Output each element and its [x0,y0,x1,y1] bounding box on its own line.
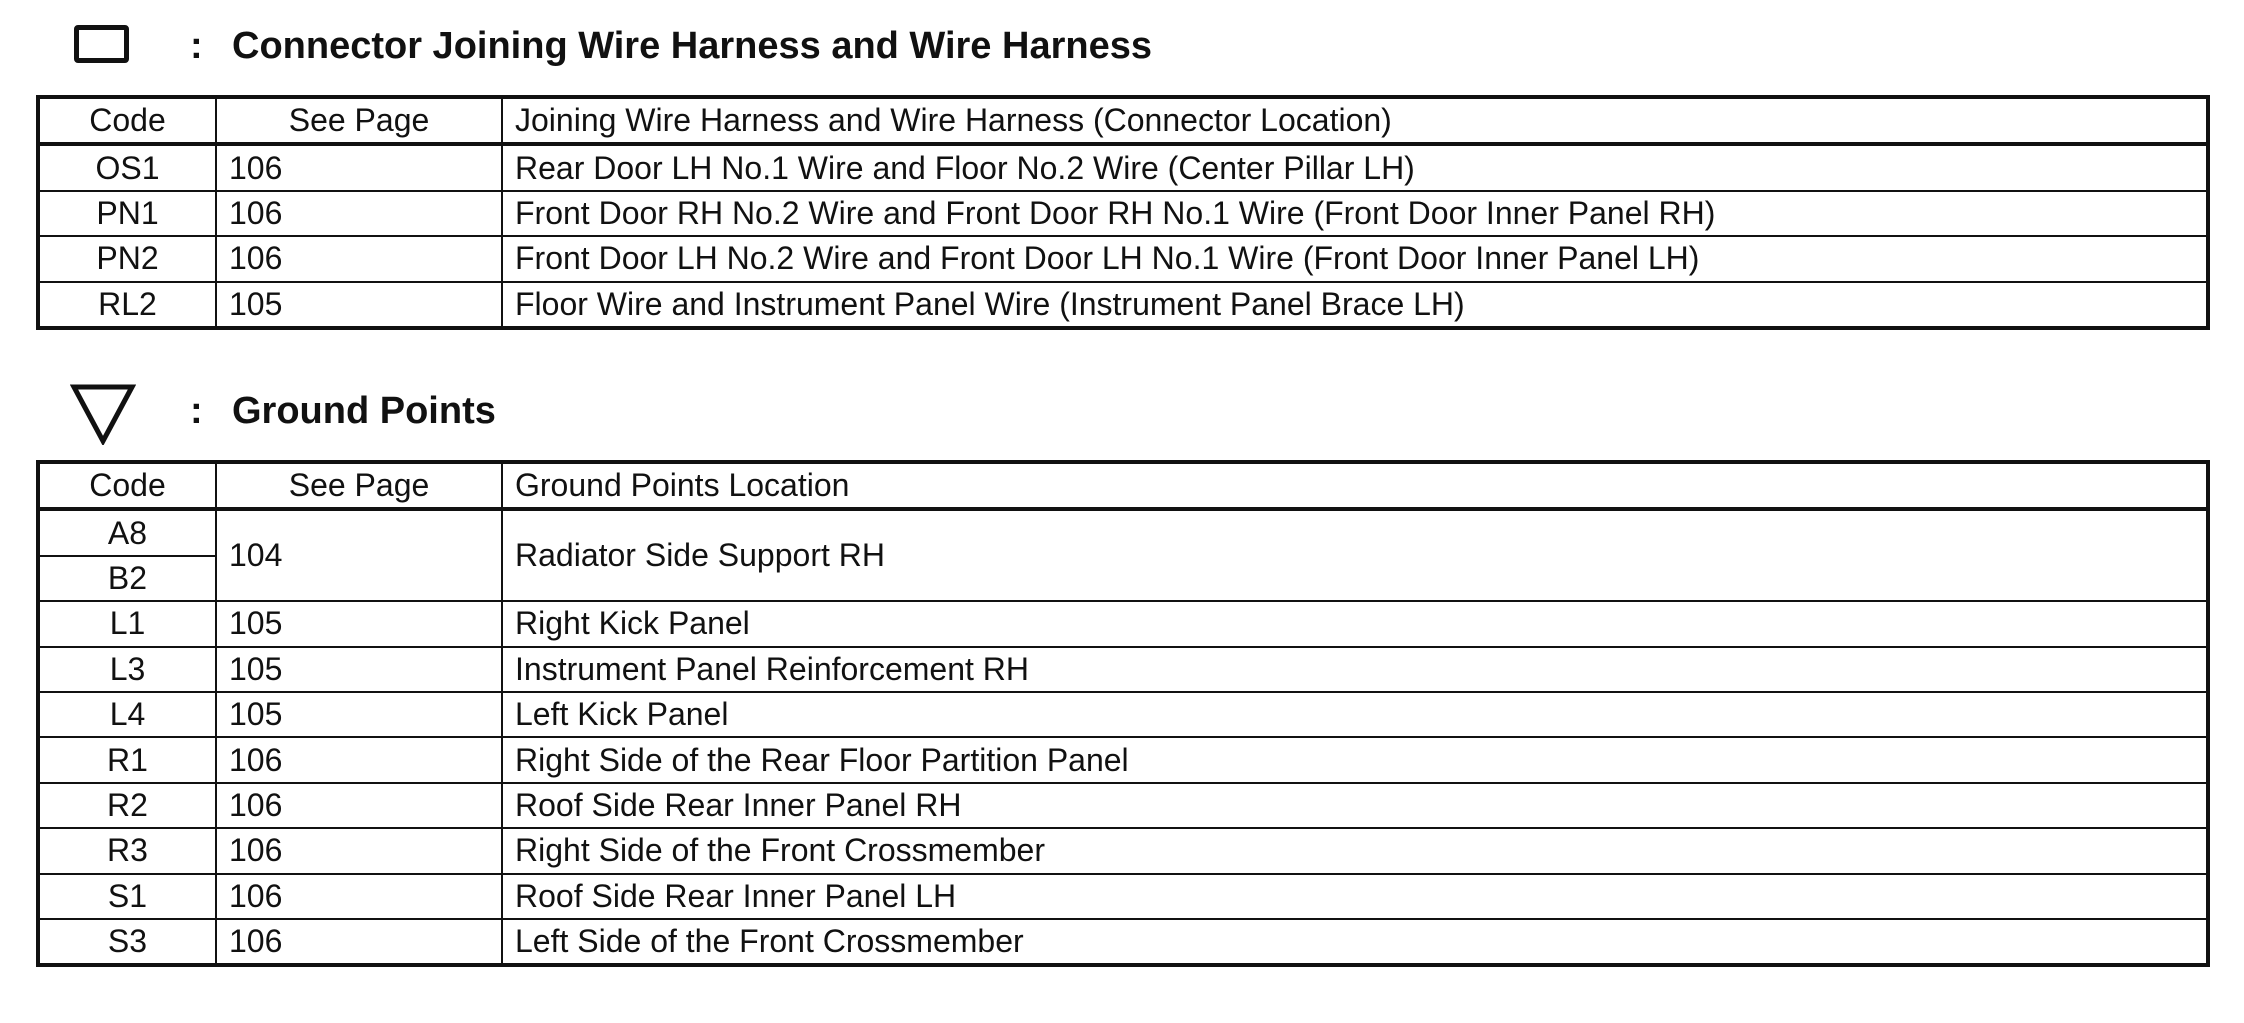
code-cell: S3 [38,919,216,965]
location-cell: Front Door LH No.2 Wire and Front Door LH No.1 Wire (Front Door Inner Panel LH) [502,236,2208,281]
table-row [38,647,2208,692]
location-cell: Instrument Panel Reinforcement RH [502,647,2208,692]
table-row [38,191,2208,236]
location-cell: Right Side of the Rear Floor Partition Panel [502,737,2208,782]
ground-section-header [0,381,2244,441]
ground-section-colon: : [190,390,203,432]
location-column-header: Joining Wire Harness and Wire Harness (Connector Location) [502,97,2208,144]
connector-table [36,95,2210,330]
code-cell: S1 [38,874,216,919]
page-cell: 105 [216,647,502,692]
page-cell: 104 [216,509,502,601]
page-cell: 106 [216,874,502,919]
page-cell: 105 [216,282,502,328]
code-cell: OS1 [38,144,216,190]
table-row [38,874,2208,919]
table-row [38,144,2208,190]
page-cell: 106 [216,191,502,236]
code-cell: L3 [38,647,216,692]
ground-points-table [36,460,2210,967]
location-cell: Roof Side Rear Inner Panel LH [502,874,2208,919]
ground-section-title: Ground Points [232,390,496,432]
location-cell: Left Kick Panel [502,692,2208,737]
location-cell: Front Door RH No.2 Wire and Front Door RH No.1 Wire (Front Door Inner Panel RH) [502,191,2208,236]
location-cell: Right Side of the Front Crossmember [502,828,2208,873]
page-cell: 106 [216,737,502,782]
rectangle-icon [74,25,129,63]
code-cell: PN2 [38,236,216,281]
code-column-header: Code [38,97,216,144]
table-row [38,783,2208,828]
down-triangle-icon [70,383,136,445]
code-cell: A8 [38,509,216,555]
location-cell: Floor Wire and Instrument Panel Wire (Instrument Panel Brace LH) [502,282,2208,328]
table-row [38,509,2208,555]
connector-section-colon: : [190,25,203,67]
table-row [38,601,2208,646]
code-cell: PN1 [38,191,216,236]
see-page-column-header: See Page [216,97,502,144]
code-cell: L1 [38,601,216,646]
location-cell: Radiator Side Support RH [502,509,2208,601]
page-cell: 105 [216,601,502,646]
code-cell: R3 [38,828,216,873]
location-cell: Right Kick Panel [502,601,2208,646]
location-cell: Left Side of the Front Crossmember [502,919,2208,965]
ground-table-header-row [38,462,2208,509]
code-cell: RL2 [38,282,216,328]
table-row [38,692,2208,737]
code-cell: R1 [38,737,216,782]
location-column-header: Ground Points Location [502,462,2208,509]
connector-section-title: Connector Joining Wire Harness and Wire Harness [232,25,1152,67]
table-row [38,919,2208,965]
page-cell: 105 [216,692,502,737]
connector-table-header-row [38,97,2208,144]
connector-section-header [0,16,2244,76]
code-cell: B2 [38,556,216,601]
code-cell: L4 [38,692,216,737]
location-cell: Roof Side Rear Inner Panel RH [502,783,2208,828]
see-page-column-header: See Page [216,462,502,509]
page-cell: 106 [216,144,502,190]
page-cell: 106 [216,236,502,281]
page-cell: 106 [216,919,502,965]
table-row [38,236,2208,281]
page-cell: 106 [216,828,502,873]
location-cell: Rear Door LH No.1 Wire and Floor No.2 Wire (Center Pillar LH) [502,144,2208,190]
table-row [38,828,2208,873]
table-row [38,737,2208,782]
table-row [38,282,2208,328]
code-column-header: Code [38,462,216,509]
page-cell: 106 [216,783,502,828]
code-cell: R2 [38,783,216,828]
